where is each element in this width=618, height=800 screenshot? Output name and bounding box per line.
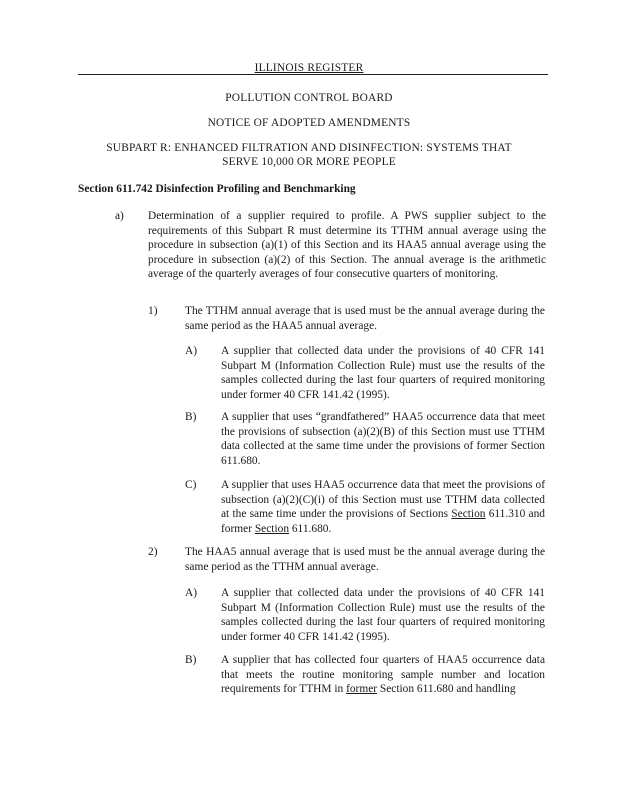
- item-a1C-label: C): [185, 479, 197, 491]
- item-a2-label: 2): [148, 546, 158, 558]
- item-a1B-text: A supplier that uses “grandfathered” HAA5 occurrence data that meet the provisions of subsection (a)(2)(B) of this Section must use TTHM data collected at the same time under the provisions of former Section 611.680.: [221, 411, 545, 467]
- item-a1A-label: A): [185, 345, 198, 357]
- item-a1C-text: A supplier that uses HAA5 occurrence data that meet the provisions of subsection (a)(2)(C)(i) of this Section must use TTHM data collected at the same time under the provisions of Sections Section 611.310 and former Section 611.680.: [221, 479, 545, 535]
- header-rule: [78, 74, 548, 75]
- item-a2B-label: B): [185, 654, 197, 666]
- inserted-former-word: former: [346, 683, 378, 696]
- register-title: ILLINOIS REGISTER: [254, 62, 364, 74]
- item-a1-text: The TTHM annual average that is used must be the annual average during the same period as the HAA5 annual average.: [185, 305, 545, 332]
- struck-section-word: Section: [451, 508, 486, 521]
- item-a2A-text: A supplier that collected data under the provisions of 40 CFR 141 Subpart M (Information Collection Rule) must use the results of the samples collected during the last four quarters of required monitoring under former 40 CFR 141.42 (1995).: [221, 587, 545, 643]
- item-a1B-label: B): [185, 411, 197, 423]
- item-a1-label: 1): [148, 305, 158, 317]
- item-a2-text: The HAA5 annual average that is used must be the annual average during the same period as the TTHM annual average.: [185, 546, 545, 573]
- item-a-label: a): [115, 210, 124, 222]
- struck-section-word: Section: [254, 522, 290, 535]
- subpart-title-line2: SERVE 10,000 OR MORE PEOPLE: [222, 156, 396, 168]
- item-a-text: Determination of a supplier required to profile. A PWS supplier subject to the requirements of this Subpart R must determine its TTHM annual average using the procedure in subsection (a)(1) of this Section and its HAA5 annual average using the procedure in subsection (a)(2) of this Section. The annual average is the arithmetic average of the quarterly averages of four consecutive quarters of monitoring.: [148, 210, 546, 281]
- section-heading: Section 611.742 Disinfection Profiling and Benchmarking: [78, 183, 356, 195]
- item-a2A-label: A): [185, 587, 198, 599]
- item-a1A-text: A supplier that collected data under the provisions of 40 CFR 141 Subpart M (Information Collection Rule) must use the results of the samples collected during the last four quarters of required monitoring under former 40 CFR 141.42 (1995).: [221, 345, 545, 401]
- subpart-title-line1: SUBPART R: ENHANCED FILTRATION AND DISINFECTION: SYSTEMS THAT: [106, 142, 512, 154]
- notice-title: NOTICE OF ADOPTED AMENDMENTS: [207, 117, 411, 129]
- board-title: POLLUTION CONTROL BOARD: [225, 92, 393, 104]
- item-a2B-text: A supplier that has collected four quarters of HAA5 occurrence data that meets the routine monitoring sample number and location requirements for TTHM in former Section 611.680 and handling: [221, 654, 545, 696]
